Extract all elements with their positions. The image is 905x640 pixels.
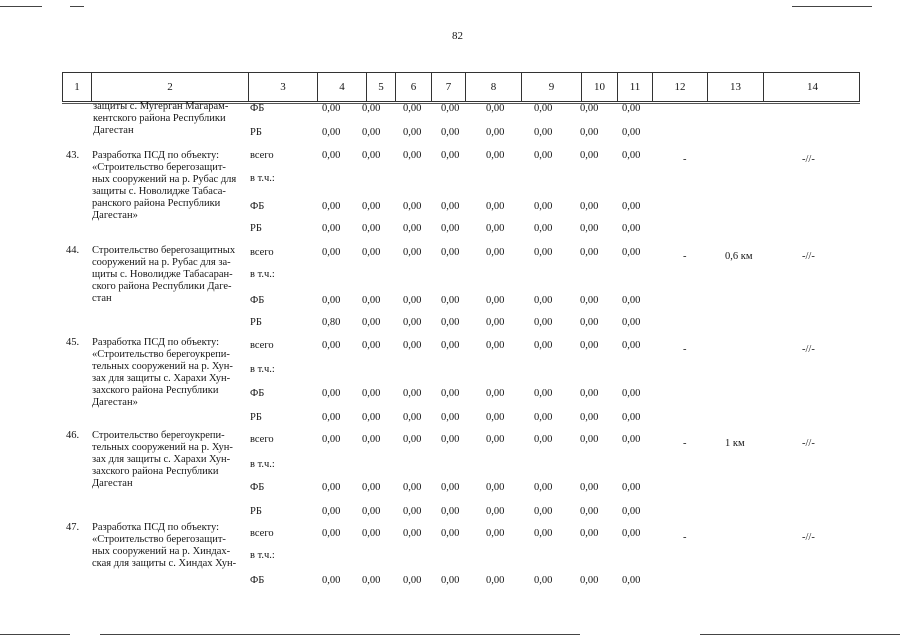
entry-description-line: захского района Республики xyxy=(92,466,219,477)
cell-value: 0,00 xyxy=(580,223,599,234)
cell-value: 0,00 xyxy=(403,127,422,138)
col14-value: -//- xyxy=(802,154,815,165)
cell-value: 0,00 xyxy=(441,434,460,445)
cell-value: 0,00 xyxy=(322,575,341,586)
row-label: всего xyxy=(250,247,274,258)
col12-value: - xyxy=(683,154,687,165)
cell-value: 0,00 xyxy=(322,388,341,399)
cell-value: 0,00 xyxy=(580,482,599,493)
entry-description-line: щиты с. Новолидже Табасаран- xyxy=(92,269,233,280)
cell-value: 0,00 xyxy=(486,528,505,539)
cell-value: 0,00 xyxy=(534,103,553,114)
cell-value: 0,00 xyxy=(580,247,599,258)
cell-value: 0,00 xyxy=(534,412,553,423)
col12-value: - xyxy=(683,438,687,449)
cell-value: 0,00 xyxy=(362,223,381,234)
cell-value: 0,00 xyxy=(362,434,381,445)
row-label: РБ xyxy=(250,506,262,517)
cell-value: 0,00 xyxy=(322,482,341,493)
cell-value: 0,00 xyxy=(441,127,460,138)
page-number: 82 xyxy=(452,30,463,42)
entry-description-line: «Строительство берегозащит- xyxy=(92,534,226,545)
row-label: ФБ xyxy=(250,575,265,586)
entry-description-line: Разработка ПСД по объекту: xyxy=(92,337,220,348)
header-col-8: 8 xyxy=(465,73,521,101)
row-label: РБ xyxy=(250,412,262,423)
cell-value: 0,00 xyxy=(403,150,422,161)
col14-value: -//- xyxy=(802,344,815,355)
cell-value: 0,00 xyxy=(486,412,505,423)
cell-value: 0,00 xyxy=(622,201,641,212)
header-col-11: 11 xyxy=(617,73,652,101)
cell-value: 0,00 xyxy=(486,150,505,161)
cell-value: 0,00 xyxy=(534,506,553,517)
col13-value: 0,6 км xyxy=(725,251,753,262)
cell-value: 0,00 xyxy=(580,575,599,586)
cell-value: 0,00 xyxy=(322,340,341,351)
cell-value: 0,00 xyxy=(534,528,553,539)
entry-number: 47. xyxy=(66,522,80,533)
entry-description-line: зах для защиты с. Харахи Хун- xyxy=(92,373,231,384)
cell-value: 0,00 xyxy=(362,482,381,493)
cell-value: 0,00 xyxy=(622,506,641,517)
entry-description-line: Строительство берегозащитных xyxy=(92,245,236,256)
row-label: в т.ч.: xyxy=(250,550,275,561)
cell-value: 0,00 xyxy=(580,412,599,423)
cell-value: 0,00 xyxy=(441,103,460,114)
header-col-2: 2 xyxy=(91,73,248,101)
header-col-9: 9 xyxy=(521,73,581,101)
entry-description-line: Дагестан xyxy=(93,125,134,136)
cell-value: 0,00 xyxy=(622,412,641,423)
col12-value: - xyxy=(683,344,687,355)
cell-value: 0,00 xyxy=(441,506,460,517)
cell-value: 0,80 xyxy=(322,317,341,328)
cell-value: 0,00 xyxy=(486,340,505,351)
cell-value: 0,00 xyxy=(322,150,341,161)
cell-value: 0,00 xyxy=(534,575,553,586)
cell-value: 0,00 xyxy=(486,103,505,114)
cell-value: 0,00 xyxy=(322,223,341,234)
entry-description-line: ского района Республики Даге- xyxy=(92,281,232,292)
cell-value: 0,00 xyxy=(441,247,460,258)
col14-value: -//- xyxy=(802,532,815,543)
cell-value: 0,00 xyxy=(622,127,641,138)
cell-value: 0,00 xyxy=(534,247,553,258)
entry-description-line: кентского района Республики xyxy=(93,113,226,124)
entry-description-line: ных сооружений на р. Рубас для xyxy=(92,174,237,185)
cell-value: 0,00 xyxy=(622,340,641,351)
row-label: всего xyxy=(250,340,274,351)
cell-value: 0,00 xyxy=(580,127,599,138)
cell-value: 0,00 xyxy=(534,434,553,445)
cell-value: 0,00 xyxy=(441,575,460,586)
row-label: в т.ч.: xyxy=(250,459,275,470)
cell-value: 0,00 xyxy=(580,150,599,161)
entry-description-line: Разработка ПСД по объекту: xyxy=(92,522,220,533)
entry-description-line: Дагестан» xyxy=(92,397,138,408)
cell-value: 0,00 xyxy=(441,150,460,161)
header-col-1: 1 xyxy=(74,81,80,93)
row-label: в т.ч.: xyxy=(250,364,275,375)
cell-value: 0,00 xyxy=(580,506,599,517)
cell-value: 0,00 xyxy=(622,388,641,399)
entry-description-line: сооружений на р. Рубас для за- xyxy=(92,257,231,268)
entry-description-line: тельных сооружений на р. Хун- xyxy=(92,361,233,372)
entry-description-line: ранского района Республики xyxy=(92,198,221,209)
row-label: всего xyxy=(250,434,274,445)
cell-value: 0,00 xyxy=(622,223,641,234)
row-label: ФБ xyxy=(250,103,265,114)
entry-number: 46. xyxy=(66,430,80,441)
cell-value: 0,00 xyxy=(486,482,505,493)
scan-edge-bottom-left xyxy=(0,634,70,635)
cell-value: 0,00 xyxy=(322,295,341,306)
row-label: всего xyxy=(250,150,274,161)
cell-value: 0,00 xyxy=(580,340,599,351)
cell-value: 0,00 xyxy=(580,295,599,306)
header-col-10: 10 xyxy=(581,73,617,101)
cell-value: 0,00 xyxy=(403,201,422,212)
cell-value: 0,00 xyxy=(322,201,341,212)
cell-value: 0,00 xyxy=(403,103,422,114)
entry-description-line: Дагестан xyxy=(92,478,133,489)
cell-value: 0,00 xyxy=(534,150,553,161)
cell-value: 0,00 xyxy=(486,247,505,258)
cell-value: 0,00 xyxy=(622,103,641,114)
entry-number: 43. xyxy=(66,150,80,161)
header-col-3: 3 xyxy=(248,73,317,101)
cell-value: 0,00 xyxy=(362,506,381,517)
cell-value: 0,00 xyxy=(403,317,422,328)
cell-value: 0,00 xyxy=(534,223,553,234)
cell-value: 0,00 xyxy=(362,575,381,586)
cell-value: 0,00 xyxy=(580,103,599,114)
entry-description-line: защиты с. Новолидже Табаса- xyxy=(92,186,226,197)
cell-value: 0,00 xyxy=(534,388,553,399)
cell-value: 0,00 xyxy=(362,412,381,423)
row-label: в т.ч.: xyxy=(250,269,275,280)
cell-value: 0,00 xyxy=(486,201,505,212)
entry-description-line: Дагестан» xyxy=(92,210,138,221)
col13-value: 1 км xyxy=(725,438,745,449)
cell-value: 0,00 xyxy=(403,388,422,399)
header-col-7: 7 xyxy=(431,73,465,101)
cell-value: 0,00 xyxy=(322,127,341,138)
cell-value: 0,00 xyxy=(362,388,381,399)
cell-value: 0,00 xyxy=(362,317,381,328)
cell-value: 0,00 xyxy=(403,482,422,493)
cell-value: 0,00 xyxy=(403,506,422,517)
cell-value: 0,00 xyxy=(441,482,460,493)
scan-edge-bottom-mid xyxy=(100,634,580,635)
entry-description-line: «Строительство берегозащит- xyxy=(92,162,226,173)
cell-value: 0,00 xyxy=(403,575,422,586)
cell-value: 0,00 xyxy=(441,528,460,539)
entry-description-line: Разработка ПСД по объекту: xyxy=(92,150,220,161)
cell-value: 0,00 xyxy=(403,223,422,234)
cell-value: 0,00 xyxy=(534,340,553,351)
col12-value: - xyxy=(683,532,687,543)
cell-value: 0,00 xyxy=(486,127,505,138)
row-label: РБ xyxy=(250,127,262,138)
cell-value: 0,00 xyxy=(403,528,422,539)
entry-description-line: «Строительство берегоукрепи- xyxy=(92,349,230,360)
cell-value: 0,00 xyxy=(534,317,553,328)
cell-value: 0,00 xyxy=(486,575,505,586)
header-col-13: 13 xyxy=(707,73,763,101)
cell-value: 0,00 xyxy=(486,434,505,445)
cell-value: 0,00 xyxy=(362,201,381,212)
cell-value: 0,00 xyxy=(362,340,381,351)
cell-value: 0,00 xyxy=(362,528,381,539)
scan-edge-top-right xyxy=(792,6,872,7)
cell-value: 0,00 xyxy=(580,528,599,539)
cell-value: 0,00 xyxy=(362,150,381,161)
row-label: всего xyxy=(250,528,274,539)
entry-description-line: стан xyxy=(92,293,112,304)
cell-value: 0,00 xyxy=(441,317,460,328)
cell-value: 0,00 xyxy=(362,103,381,114)
cell-value: 0,00 xyxy=(622,317,641,328)
cell-value: 0,00 xyxy=(441,201,460,212)
cell-value: 0,00 xyxy=(622,528,641,539)
cell-value: 0,00 xyxy=(362,247,381,258)
cell-value: 0,00 xyxy=(403,340,422,351)
cell-value: 0,00 xyxy=(322,412,341,423)
entry-description-line: захского района Республики xyxy=(92,385,219,396)
header-col-12: 12 xyxy=(652,73,707,101)
cell-value: 0,00 xyxy=(441,412,460,423)
row-label: РБ xyxy=(250,223,262,234)
entry-description-line: защиты с. Мугерган Магарам- xyxy=(93,101,229,112)
col12-value: - xyxy=(683,251,687,262)
cell-value: 0,00 xyxy=(534,482,553,493)
cell-value: 0,00 xyxy=(580,434,599,445)
cell-value: 0,00 xyxy=(622,247,641,258)
cell-value: 0,00 xyxy=(322,434,341,445)
cell-value: 0,00 xyxy=(486,388,505,399)
cell-value: 0,00 xyxy=(322,506,341,517)
row-label: ФБ xyxy=(250,388,265,399)
entry-number: 45. xyxy=(66,337,80,348)
row-label: ФБ xyxy=(250,482,265,493)
header-col-14: 14 xyxy=(763,73,861,101)
entry-description-line: зах для защиты с. Харахи Хун- xyxy=(92,454,231,465)
cell-value: 0,00 xyxy=(322,103,341,114)
cell-value: 0,00 xyxy=(486,506,505,517)
scan-edge-top-left xyxy=(0,6,42,7)
entry-description-line: ская для защиты с. Хиндах Хун- xyxy=(92,558,237,569)
cell-value: 0,00 xyxy=(441,223,460,234)
scan-edge-top-mid xyxy=(70,6,84,7)
cell-value: 0,00 xyxy=(362,127,381,138)
cell-value: 0,00 xyxy=(322,528,341,539)
cell-value: 0,00 xyxy=(441,340,460,351)
cell-value: 0,00 xyxy=(403,434,422,445)
cell-value: 0,00 xyxy=(622,434,641,445)
cell-value: 0,00 xyxy=(580,317,599,328)
header-col-4: 4 xyxy=(317,73,366,101)
cell-value: 0,00 xyxy=(403,295,422,306)
cell-value: 0,00 xyxy=(622,295,641,306)
cell-value: 0,00 xyxy=(403,412,422,423)
row-label: ФБ xyxy=(250,295,265,306)
header-col-6: 6 xyxy=(395,73,431,101)
cell-value: 0,00 xyxy=(403,247,422,258)
header-col-5: 5 xyxy=(366,73,395,101)
cell-value: 0,00 xyxy=(441,388,460,399)
table-header xyxy=(62,72,860,102)
cell-value: 0,00 xyxy=(486,223,505,234)
col14-value: -//- xyxy=(802,251,815,262)
entry-description-line: Строительство берегоукрепи- xyxy=(92,430,225,441)
cell-value: 0,00 xyxy=(362,295,381,306)
cell-value: 0,00 xyxy=(622,482,641,493)
cell-value: 0,00 xyxy=(580,201,599,212)
row-label: ФБ xyxy=(250,201,265,212)
cell-value: 0,00 xyxy=(622,150,641,161)
cell-value: 0,00 xyxy=(534,127,553,138)
scan-edge-bottom-right xyxy=(700,634,900,635)
cell-value: 0,00 xyxy=(322,247,341,258)
cell-value: 0,00 xyxy=(622,575,641,586)
entry-number: 44. xyxy=(66,245,80,256)
cell-value: 0,00 xyxy=(534,295,553,306)
cell-value: 0,00 xyxy=(441,295,460,306)
cell-value: 0,00 xyxy=(534,201,553,212)
entry-description-line: ных сооружений на р. Хиндах- xyxy=(92,546,231,557)
entry-description-line: тельных сооружений на р. Хун- xyxy=(92,442,233,453)
row-label: РБ xyxy=(250,317,262,328)
cell-value: 0,00 xyxy=(580,388,599,399)
col14-value: -//- xyxy=(802,438,815,449)
cell-value: 0,00 xyxy=(486,295,505,306)
row-label: в т.ч.: xyxy=(250,173,275,184)
cell-value: 0,00 xyxy=(486,317,505,328)
